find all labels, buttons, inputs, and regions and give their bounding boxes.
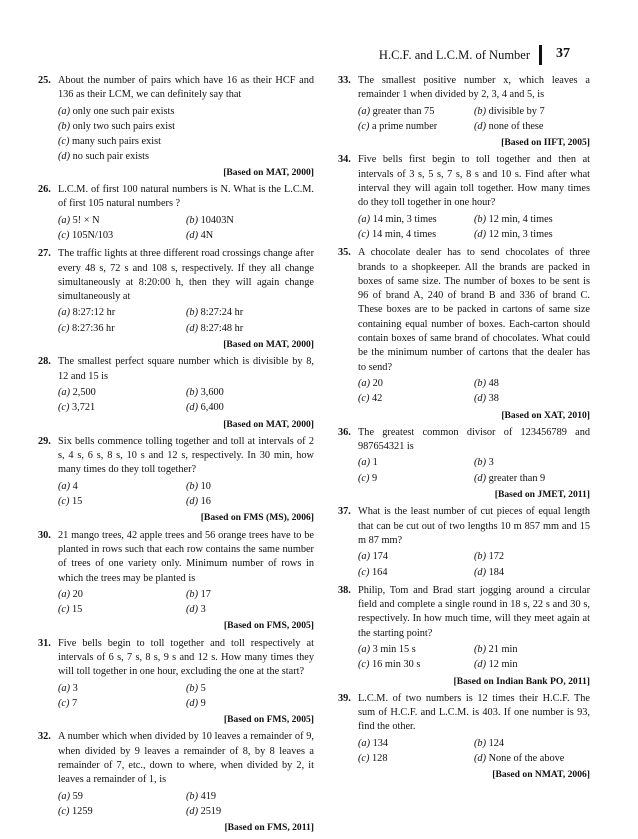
answer-option: [186, 306, 314, 320]
option-text: 7: [72, 697, 78, 709]
option-letter: (a): [358, 457, 371, 469]
option-letter: (b): [186, 588, 199, 600]
question-body: [358, 584, 590, 689]
source-citation: [Based on Indian Bank PO, 2011]: [453, 675, 590, 687]
option-letter: (b): [186, 307, 199, 319]
question-number: 34.: [338, 154, 351, 166]
option-text: greater than 75: [372, 105, 435, 117]
option-text: 419: [200, 790, 217, 802]
option-text: 12 min, 4 times: [488, 213, 553, 225]
option-letter: (a): [358, 737, 371, 749]
question-body: [58, 730, 314, 835]
answer-option: [58, 150, 314, 164]
answer-option: [186, 682, 314, 696]
option-letter: (c): [58, 496, 70, 508]
question-body: [358, 426, 590, 502]
options-list: [58, 588, 314, 619]
answer-option: [58, 120, 314, 134]
option-letter: (a): [358, 377, 371, 389]
option-letter: (b): [474, 105, 487, 117]
option-text: 9: [200, 697, 206, 709]
options-list: [58, 386, 314, 417]
answer-option: [474, 658, 590, 672]
question-item: [338, 246, 590, 423]
option-text: 4: [72, 480, 78, 492]
option-text: 2,500: [72, 386, 96, 398]
option-text: 8:27:48 hr: [200, 322, 244, 334]
question-item: [38, 74, 314, 180]
option-letter: (b): [474, 737, 487, 749]
answer-option: [186, 480, 314, 494]
option-letter: (b): [474, 213, 487, 225]
answer-option: [358, 752, 474, 766]
option-letter: (d): [474, 120, 487, 132]
option-text: 42: [372, 393, 383, 405]
answer-option: [186, 401, 314, 415]
options-list: [358, 377, 590, 408]
answer-option: [474, 120, 590, 134]
question-item: [338, 505, 590, 580]
options-list: [58, 105, 314, 165]
answer-option: [474, 377, 590, 391]
option-letter: (d): [474, 228, 487, 240]
option-text: 128: [372, 753, 388, 765]
answer-option: [58, 603, 186, 617]
question-number: 38.: [338, 584, 351, 596]
question-text: 21 mango trees, 42 apple trees and 56 orange trees have to be planted in rows such that each row contains the same number of trees of one variety only. Minimum number of rows in which the trees may be planted is: [58, 529, 314, 584]
option-text: 1: [372, 457, 378, 469]
answer-option: [186, 697, 314, 711]
answer-option: [186, 603, 314, 617]
options-list: [58, 214, 314, 245]
options-list: [58, 682, 314, 713]
answer-option: [58, 214, 186, 228]
option-text: 20: [372, 377, 383, 389]
answer-option: [358, 228, 474, 242]
option-text: 6,400: [200, 402, 224, 414]
question-text: Six bells commence tolling together and toll at intervals of 2 s, 4 s, 6 s, 8 s, 10 s and 12 s, respectively. In 30 min, how many times do they toll together?: [58, 435, 314, 476]
option-letter: (d): [186, 322, 199, 334]
question-item: [38, 529, 314, 634]
answer-option: [58, 697, 186, 711]
question-item: [38, 435, 314, 526]
option-letter: (d): [186, 604, 199, 616]
option-text: many such pairs exist: [72, 136, 161, 148]
option-letter: (b): [186, 214, 199, 226]
question-number: 37.: [338, 506, 351, 518]
question-body: [58, 435, 314, 526]
question-body: [58, 183, 314, 244]
source-citation: [Based on IIFT, 2005]: [501, 137, 590, 149]
answer-option: [358, 643, 474, 657]
question-text: The greatest common divisor of 123456789 and 987654321 is: [358, 426, 590, 453]
option-text: None of the above: [488, 753, 565, 765]
chapter-title: H.C.F. and L.C.M. of Number: [378, 48, 530, 62]
option-letter: (b): [474, 643, 487, 655]
answer-option: [358, 472, 474, 486]
question-body: [58, 74, 314, 180]
option-text: 172: [488, 551, 505, 563]
option-letter: (b): [474, 457, 487, 469]
option-text: 3: [72, 682, 78, 694]
answer-option: [474, 566, 590, 580]
option-text: 12 min, 3 times: [488, 228, 553, 240]
question-number: 30.: [38, 529, 51, 541]
option-text: 16: [200, 496, 211, 508]
option-letter: (d): [474, 753, 487, 765]
options-list: [58, 480, 314, 511]
answer-option: [358, 658, 474, 672]
options-list: [358, 105, 590, 136]
option-text: 105N/103: [72, 229, 114, 241]
option-text: 16 min 30 s: [372, 659, 421, 671]
question-number: 29.: [38, 435, 51, 447]
option-letter: (a): [58, 307, 71, 319]
answer-option: [58, 401, 186, 415]
question-item: [338, 74, 590, 150]
header-divider: [539, 45, 542, 65]
answer-option: [474, 392, 590, 406]
options-list: [358, 737, 590, 768]
option-letter: (b): [474, 551, 487, 563]
option-letter: (a): [58, 105, 71, 117]
answer-option: [474, 752, 590, 766]
question-text: About the number of pairs which have 16 as their HCF and 136 as their LCM, we can definitely say that: [58, 75, 314, 101]
option-letter: (c): [358, 566, 370, 578]
answer-option: [186, 495, 314, 509]
question-number: 33.: [338, 75, 351, 86]
question-body: [58, 355, 314, 431]
option-letter: (b): [186, 790, 199, 802]
option-text: 48: [488, 377, 499, 389]
option-letter: (a): [358, 551, 371, 563]
source-citation: [Based on MAT, 2000]: [223, 339, 314, 351]
option-text: 3 min 15 s: [372, 643, 416, 655]
source-citation: [Based on FMS (MS), 2006]: [200, 512, 314, 524]
option-text: 8:27:12 hr: [72, 307, 116, 319]
option-letter: (c): [58, 322, 70, 334]
answer-option: [474, 456, 590, 470]
answer-option: [58, 322, 186, 336]
option-letter: (b): [58, 120, 71, 132]
question-text: L.C.M. of two numbers is 12 times their H.C.F. The sum of H.C.F. and L.C.M. is 403. If one number is 93, find the other.: [358, 692, 590, 733]
question-body: [358, 246, 590, 423]
option-text: 59: [72, 790, 83, 802]
answer-option: [358, 456, 474, 470]
option-letter: (b): [186, 480, 199, 492]
answer-option: [358, 566, 474, 580]
option-text: no such pair exists: [72, 151, 149, 163]
option-letter: (c): [58, 805, 70, 817]
option-letter: (a): [358, 643, 371, 655]
option-letter: (c): [58, 136, 70, 148]
source-citation: [Based on JMET, 2011]: [494, 489, 590, 501]
answer-option: [358, 120, 474, 134]
option-text: divisible by 7: [488, 105, 545, 117]
option-letter: (c): [358, 393, 370, 405]
question-item: [38, 247, 314, 352]
option-letter: (d): [186, 402, 199, 414]
option-letter: (d): [474, 566, 487, 578]
question-text: What is the least number of cut pieces of equal length that can be cut out of two lengths 10 m 857 mm and 15 m 87 mm?: [358, 506, 590, 546]
option-letter: (b): [474, 377, 487, 389]
question-number: 35.: [338, 247, 351, 259]
option-letter: (c): [58, 229, 70, 241]
source-citation: [Based on FMS, 2011]: [224, 822, 314, 834]
question-item: [38, 183, 314, 244]
option-text: 10: [200, 480, 211, 492]
answer-option: [186, 386, 314, 400]
option-text: 4N: [200, 229, 214, 241]
answer-option: [186, 805, 314, 819]
answer-option: [58, 229, 186, 243]
option-letter: (d): [186, 496, 199, 508]
answer-option: [358, 550, 474, 564]
question-number: 36.: [338, 426, 351, 438]
question-body: [58, 529, 314, 634]
answer-option: [474, 550, 590, 564]
answer-option: [358, 377, 474, 391]
option-text: 134: [372, 737, 389, 749]
option-letter: (c): [358, 659, 370, 671]
question-body: [358, 74, 590, 150]
question-number: 31.: [38, 637, 51, 649]
option-text: a prime number: [372, 120, 438, 132]
option-text: 5! × N: [72, 214, 100, 226]
option-text: 8:27:24 hr: [200, 307, 244, 319]
answer-option: [474, 737, 590, 751]
source-citation: [Based on FMS, 2005]: [223, 620, 314, 632]
question-text: Five bells first begin to toll together and then at intervals of 3 s, 5 s, 7 s, 8 s and 10 s. Find after what interval they will again toll together. How many times do they toll together in one hour?: [358, 154, 590, 209]
question-text: The smallest perfect square number which is divisible by 8, 12 and 15 is: [58, 356, 314, 382]
options-list: [58, 790, 314, 821]
answer-option: [186, 214, 314, 228]
option-letter: (c): [358, 120, 370, 132]
question-item: [338, 692, 590, 783]
option-text: 14 min, 3 times: [372, 213, 437, 225]
option-letter: (c): [358, 228, 370, 240]
question-text: A number which when divided by 10 leaves a remainder of 9, when divided by 9 leaves a remainder of 8, by 8 leaves a remainder of 7, etc., down to where, when divided by 2, it leaves a remainder of 1, is: [58, 731, 314, 786]
question-item: [38, 730, 314, 835]
source-citation: [Based on MAT, 2000]: [223, 418, 314, 430]
option-letter: (a): [358, 105, 371, 117]
option-letter: (a): [58, 214, 71, 226]
option-text: 3: [488, 457, 494, 469]
answer-option: [474, 213, 590, 227]
option-text: 38: [488, 393, 499, 405]
question-number: 32.: [38, 731, 51, 743]
question-body: [358, 505, 590, 580]
answer-option: [358, 213, 474, 227]
options-list: [58, 306, 314, 337]
options-list: [358, 213, 590, 244]
option-text: 164: [372, 566, 388, 578]
answer-option: [474, 228, 590, 242]
answer-option: [474, 643, 590, 657]
question-number: 25.: [38, 75, 51, 86]
question-text: The traffic lights at three different road crossings change after every 48 s, 72 s and 108 s, respectively. If they all change simultaneously at 8:20:00 h, then they will again change simultaneously at: [58, 248, 314, 303]
option-text: 2519: [200, 805, 222, 817]
question-text: L.C.M. of first 100 natural numbers is N. What is the L.C.M. of first 105 natural numbers ?: [58, 184, 314, 210]
option-letter: (a): [58, 480, 71, 492]
answer-option: [58, 480, 186, 494]
left-column: [38, 74, 314, 839]
option-letter: (c): [358, 753, 370, 765]
answer-option: [58, 588, 186, 602]
option-letter: (d): [58, 151, 71, 163]
option-letter: (b): [186, 682, 199, 694]
option-text: 3: [200, 604, 206, 616]
option-text: 5: [200, 682, 206, 694]
option-text: 3,600: [200, 386, 224, 398]
question-item: [338, 584, 590, 689]
answer-option: [58, 682, 186, 696]
question-text: The smallest positive number x, which leaves a remainder 1 when divided by 2, 3, 4 and 5, is: [358, 75, 590, 101]
answer-option: [58, 805, 186, 819]
right-column: [338, 74, 590, 786]
option-text: 21 min: [488, 643, 518, 655]
option-letter: (d): [186, 229, 199, 241]
page-number: 37: [556, 46, 570, 61]
options-list: [358, 643, 590, 674]
option-letter: (a): [58, 386, 71, 398]
option-letter: (d): [186, 697, 199, 709]
option-letter: (a): [58, 588, 71, 600]
answer-option: [58, 386, 186, 400]
option-text: 14 min, 4 times: [372, 228, 437, 240]
option-text: none of these: [488, 120, 544, 132]
option-text: 9: [372, 472, 378, 484]
question-number: 39.: [338, 692, 351, 704]
question-text: Five bells begin to toll together and toll respectively at intervals of 6 s, 7 s, 8 s, 9 s and 12 s. How many times they will toll together in one hour, excluding the one at the start?: [58, 637, 314, 678]
option-text: only one such pair exists: [72, 105, 175, 117]
option-text: 10403N: [200, 214, 234, 226]
options-list: [358, 550, 590, 581]
answer-option: [186, 322, 314, 336]
answer-option: [58, 495, 186, 509]
question-number: 28.: [38, 356, 51, 368]
question-text: Philip, Tom and Brad start jogging around a circular field and complete a single round in 18 s, 22 s and 30 s, respectively. In how much time, will they meet again at the starting point?: [358, 584, 590, 639]
option-text: 17: [200, 588, 211, 600]
question-body: [58, 637, 314, 728]
answer-option: [358, 737, 474, 751]
option-text: 15: [72, 604, 83, 616]
option-letter: (c): [58, 697, 70, 709]
question-number: 27.: [38, 248, 51, 260]
answer-option: [58, 135, 314, 149]
option-letter: (d): [474, 472, 487, 484]
option-letter: (d): [474, 659, 487, 671]
answer-option: [186, 588, 314, 602]
option-text: 15: [72, 496, 83, 508]
source-citation: [Based on XAT, 2010]: [501, 409, 590, 421]
option-text: 184: [488, 566, 505, 578]
question-number: 26.: [38, 184, 51, 196]
option-text: 3,721: [72, 402, 96, 414]
question-text: A chocolate dealer has to send chocolates of three brands to a shopkeeper. All the brands are packed in boxes of same size. The number of boxes to be sent is 96 of brand A, 240 of brand B and 336 of brand C. These boxes are to be packed in cartons of same size containing equal number of boxes. Each-carton should contain boxes of same brand of chocolates. What could be the minimum number of cartons that the dealer has to send?: [358, 247, 590, 373]
option-letter: (c): [58, 604, 70, 616]
option-text: 124: [488, 737, 505, 749]
question-item: [38, 637, 314, 728]
option-text: greater than 9: [488, 472, 546, 484]
option-letter: (a): [58, 790, 71, 802]
options-list: [358, 456, 590, 487]
question-body: [358, 692, 590, 783]
source-citation: [Based on NMAT, 2006]: [492, 769, 590, 781]
option-letter: (d): [474, 393, 487, 405]
answer-option: [474, 472, 590, 486]
answer-option: [58, 105, 314, 119]
source-citation: [Based on MAT, 2000]: [223, 166, 314, 178]
page-header: [380, 45, 590, 65]
option-text: only two such pairs exist: [72, 120, 175, 132]
option-letter: (a): [58, 682, 71, 694]
option-text: 174: [372, 551, 389, 563]
option-text: 1259: [72, 805, 93, 817]
option-text: 8:27:36 hr: [72, 322, 115, 334]
question-body: [358, 153, 590, 243]
answer-option: [58, 306, 186, 320]
answer-option: [186, 229, 314, 243]
answer-option: [474, 105, 590, 119]
answer-option: [358, 105, 474, 119]
option-letter: (b): [186, 386, 199, 398]
option-letter: (c): [58, 402, 70, 414]
option-letter: (d): [186, 805, 199, 817]
option-text: 20: [72, 588, 83, 600]
question-item: [338, 426, 590, 502]
question-body: [58, 247, 314, 352]
option-letter: (a): [358, 213, 371, 225]
option-letter: (c): [358, 472, 370, 484]
answer-option: [358, 392, 474, 406]
question-item: [338, 153, 590, 243]
question-item: [38, 355, 314, 431]
option-text: 12 min: [488, 659, 518, 671]
source-citation: [Based on FMS, 2005]: [223, 714, 314, 726]
